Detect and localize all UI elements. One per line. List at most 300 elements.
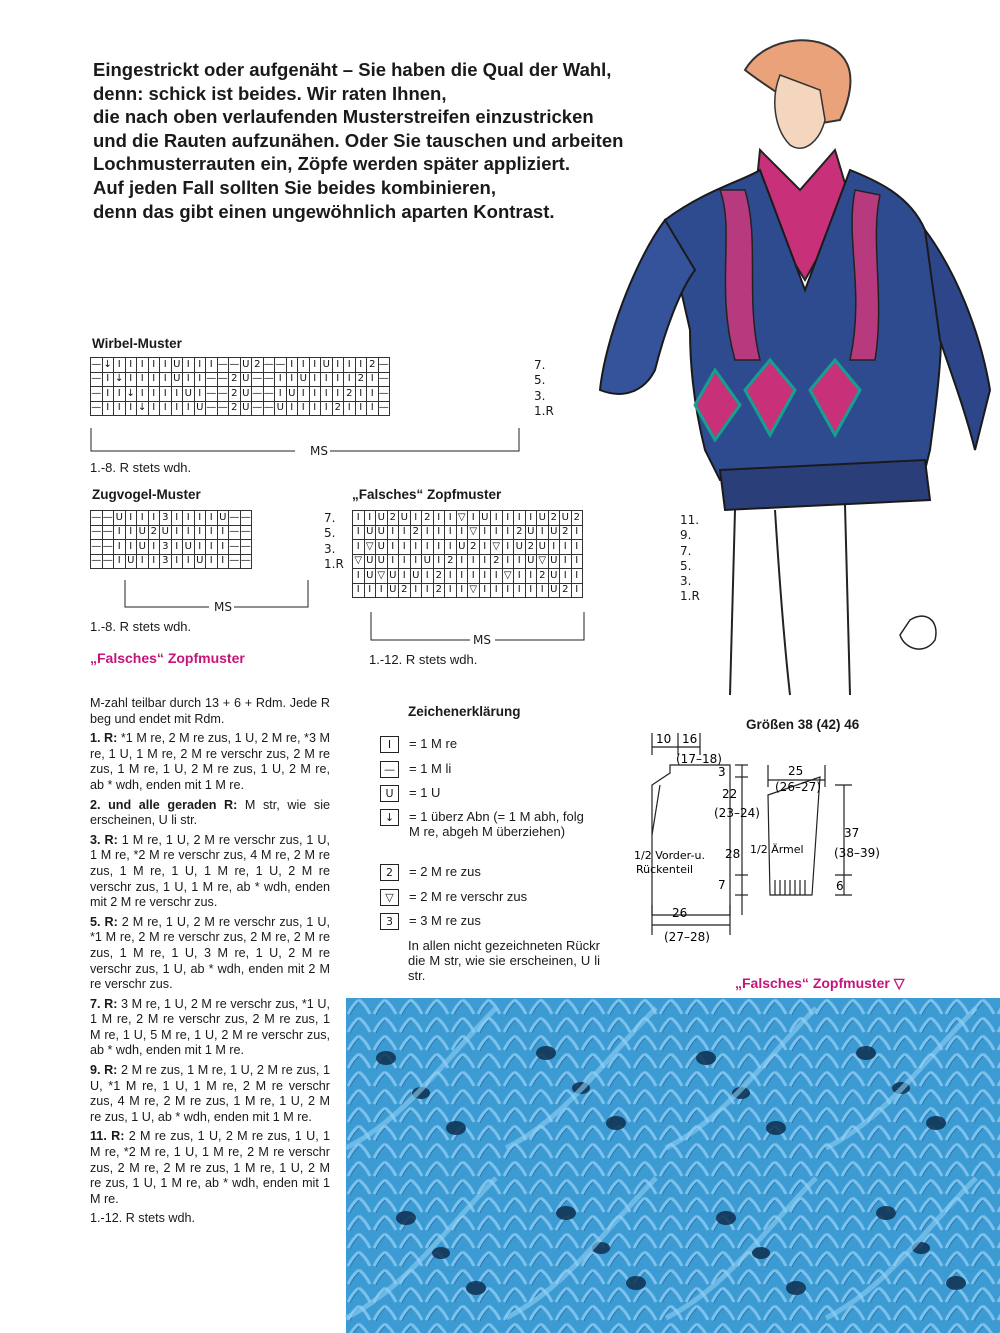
wirbel-cell: I xyxy=(332,387,344,402)
falsches-cell: I xyxy=(502,525,514,540)
wirbel-cell: I xyxy=(344,372,356,387)
falsches-cell: U xyxy=(376,540,388,555)
wirbel-cell: — xyxy=(206,387,218,402)
falsches-cell: I xyxy=(491,525,503,540)
zugvogel-cell: — xyxy=(91,525,103,540)
zugvogel-cell: I xyxy=(183,554,195,569)
zugvogel-cell: — xyxy=(102,525,114,540)
falsches-cell: U xyxy=(548,554,560,569)
falsches-cell: I xyxy=(525,569,537,584)
wirbel-cell: I xyxy=(309,387,321,402)
zugvogel-row xyxy=(91,511,252,526)
zugvogel-cell: — xyxy=(102,540,114,555)
falsches-row xyxy=(353,525,583,540)
wirbel-cell: I xyxy=(171,401,183,416)
wirbel-cell: I xyxy=(102,387,114,402)
falsches-cell: U xyxy=(422,554,434,569)
svg-text:7: 7 xyxy=(718,878,726,892)
svg-text:25: 25 xyxy=(788,764,804,778)
wirbel-cell: U xyxy=(171,358,183,373)
wirbel-row xyxy=(91,358,390,373)
falsches-row xyxy=(353,583,583,598)
falsches-cell: 2 xyxy=(468,540,480,555)
wirbel-cell: I xyxy=(125,372,137,387)
falsches-cell: I xyxy=(422,583,434,598)
wirbel-cell: 2 xyxy=(332,401,344,416)
wirbel-cell: I xyxy=(125,358,137,373)
falsches-cell: I xyxy=(468,511,480,526)
knit-symbol-icon: I xyxy=(380,736,399,753)
falsches-cell: 2 xyxy=(560,583,572,598)
instruction-row-3: 3. R: 1 M re, 1 U, 2 M re verschr zus, 1 U, 1 M re, *2 M re verschr zus, 4 M re, 2 M re zus, 1 M re, 1 U, 1 M re, 1 U, 2 M re verschr zus, 1 U, 1 M re, ab * wdh, enden mit 2 M re verschr zus. xyxy=(90,832,331,910)
zugvogel-cell: — xyxy=(91,511,103,526)
falsches-cell: U xyxy=(537,540,549,555)
zugvogel-cell: — xyxy=(229,540,241,555)
falsches-cell: 2 xyxy=(571,511,583,526)
legend xyxy=(380,704,600,994)
wirbel-cell: ↓ xyxy=(137,401,149,416)
zugvogel-cell: — xyxy=(229,511,241,526)
wirbel-cell: ↓ xyxy=(125,387,137,402)
falsches-cell: I xyxy=(491,511,503,526)
falsches-cell: I xyxy=(410,583,422,598)
falsches-cell: I xyxy=(422,525,434,540)
wirbel-cell: I xyxy=(137,372,149,387)
falsches-row xyxy=(353,511,583,526)
falsches-cell: I xyxy=(445,525,457,540)
wirbel-cell: I xyxy=(171,387,183,402)
instruction-row-5: 5. R: 2 M re, 1 U, 2 M re verschr zus, 1 U, *1 M re, 2 M re verschr zus, 2 M re, 2 M re zus, 1 M re, 1 U, 3 M re, 1 U, 2 M re verschr zus, 1 U, ab * wdh, enden mit 2 M re verschr zus. xyxy=(90,914,331,992)
falsches-cell: I xyxy=(433,525,445,540)
falsches-cell: I xyxy=(514,511,526,526)
wirbel-cell: I xyxy=(160,401,172,416)
zugvogel-cell: — xyxy=(240,554,252,569)
intro-text: Eingestrickt oder aufgenäht – Sie haben die Qual der Wahl, denn: schick ist beides. Wir raten Ihnen, die nach oben verlaufenden Musterstreifen einzustricken und die Rauten aufzunähen. Oder Sie tauschen und arbeiten Lochmusterrauten ein, Zöpfe werden später appliziert. Auf jeden Fall sollten Sie beides kombinieren, denn das gibt einen ungewöhnlich aparten Kontrast. xyxy=(93,59,624,222)
svg-text:(17–18): (17–18) xyxy=(676,752,722,766)
falsches-cell: I xyxy=(353,540,365,555)
falsches-cell: I xyxy=(410,554,422,569)
zugvogel-row xyxy=(91,525,252,540)
wirbel-cell: — xyxy=(229,358,241,373)
wirbel-cell: I xyxy=(309,401,321,416)
falsches-cell: U xyxy=(548,583,560,598)
zugvogel-cell: I xyxy=(125,525,137,540)
svg-text:(38–39): (38–39) xyxy=(834,846,880,860)
zugvogel-cell: I xyxy=(171,511,183,526)
falsches-cell: I xyxy=(479,569,491,584)
wirbel-cell: U xyxy=(171,372,183,387)
svg-text:(27–28): (27–28) xyxy=(664,930,710,944)
wirbel-cell: — xyxy=(378,372,390,387)
sizes-title: Größen 38 (42) 46 xyxy=(746,717,860,732)
falsches-cell: ▽ xyxy=(537,554,549,569)
zugvogel-cell: 3 xyxy=(160,540,172,555)
falsches-cell: I xyxy=(468,569,480,584)
wirbel-row-labels: 7. 5. 3. 1.R xyxy=(534,358,554,418)
wirbel-cell: I xyxy=(114,401,126,416)
falsches-cell: I xyxy=(491,583,503,598)
svg-text:Rückenteil: Rückenteil xyxy=(636,863,694,876)
wirbel-cell: — xyxy=(91,401,103,416)
wirbel-cell: 2 xyxy=(229,387,241,402)
falsches-cell: I xyxy=(571,540,583,555)
wirbel-cell: U xyxy=(286,387,298,402)
zugvogel-cell: U xyxy=(183,540,195,555)
zugvogel-row-labels: 7. 5. 3. 1.R xyxy=(324,511,344,571)
wirbel-ms-label: MS xyxy=(310,444,328,458)
wirbel-cell: U xyxy=(194,401,206,416)
falsches-cell: I xyxy=(445,583,457,598)
zugvogel-cell: I xyxy=(217,525,229,540)
wirbel-cell: — xyxy=(263,401,275,416)
falsches-cell: 2 xyxy=(491,554,503,569)
falsches-cell: I xyxy=(456,569,468,584)
falsches-cell: 2 xyxy=(387,511,399,526)
wirbel-cell: U xyxy=(240,372,252,387)
falsches-cell: I xyxy=(514,569,526,584)
legend-item: 3 = 3 M re zus xyxy=(380,913,481,930)
falsches-heading: „Falsches“ Zopfmuster xyxy=(90,650,245,666)
wirbel-cell: — xyxy=(217,401,229,416)
wirbel-cell: I xyxy=(114,358,126,373)
svg-text:(23–24): (23–24) xyxy=(714,806,760,820)
k2tog-symbol-icon: 2 xyxy=(380,864,399,881)
falsches-cell: U xyxy=(376,554,388,569)
wirbel-cell: — xyxy=(263,358,275,373)
wirbel-cell: I xyxy=(355,401,367,416)
falsches-cell: I xyxy=(456,554,468,569)
falsches-cell: I xyxy=(445,511,457,526)
wirbel-cell: ↓ xyxy=(102,358,114,373)
zugvogel-cell: I xyxy=(148,511,160,526)
instruction-row-2: 2. und alle geraden R: M str, wie sie erscheinen, U li str. xyxy=(90,797,330,828)
falsches-cell: I xyxy=(456,583,468,598)
falsches-cell: I xyxy=(353,569,365,584)
falsches-cell: 2 xyxy=(525,540,537,555)
falsches-cell: I xyxy=(353,525,365,540)
wirbel-cell: I xyxy=(309,358,321,373)
falsches-repeat-note: 1.-12. R stets wdh. xyxy=(369,652,478,667)
falsches-cell: I xyxy=(560,540,572,555)
wirbel-cell: — xyxy=(91,387,103,402)
wirbel-cell: U xyxy=(240,358,252,373)
zugvogel-cell: — xyxy=(229,554,241,569)
zugvogel-cell: I xyxy=(206,511,218,526)
wirbel-cell: I xyxy=(367,401,379,416)
zugvogel-cell: I xyxy=(194,525,206,540)
falsches-cell: I xyxy=(387,540,399,555)
instruction-row-1: 1. R: *1 M re, 2 M re zus, 1 U, 2 M re, *3 M re, 1 U, 1 M re, 2 M re verschr zus, 2 M re zus, 1 M re, 1 U, 2 M re zus, 1 U, 2 M re, ab * wdh, enden mit 1 M re. xyxy=(90,731,330,792)
legend-item: ▽ = 2 M re verschr zus xyxy=(380,889,527,906)
svg-text:26: 26 xyxy=(672,906,688,920)
falsches-cell: I xyxy=(410,511,422,526)
falsches-cell: ▽ xyxy=(502,569,514,584)
falsches-cell: ▽ xyxy=(456,511,468,526)
wirbel-cell: I xyxy=(298,358,310,373)
falsches-cell: 2 xyxy=(410,525,422,540)
wirbel-cell: I xyxy=(344,401,356,416)
falsches-cell: I xyxy=(502,511,514,526)
legend-item: I = 1 M re xyxy=(380,736,457,753)
instructions xyxy=(90,696,330,1231)
wirbel-cell: I xyxy=(367,387,379,402)
svg-text:(26–27): (26–27) xyxy=(775,780,821,794)
wirbel-ms-bracket xyxy=(90,428,520,458)
zugvogel-cell: U xyxy=(194,554,206,569)
svg-text:28: 28 xyxy=(725,847,741,861)
wirbel-cell: I xyxy=(355,387,367,402)
wirbel-cell: I xyxy=(355,358,367,373)
zugvogel-cell: I xyxy=(125,540,137,555)
wirbel-cell: I xyxy=(286,372,298,387)
zugvogel-cell: I xyxy=(171,525,183,540)
wirbel-cell: — xyxy=(217,358,229,373)
zugvogel-chart xyxy=(90,510,252,569)
falsches-cell: ▽ xyxy=(468,583,480,598)
svg-text:22: 22 xyxy=(722,787,738,801)
photo-caption: „Falsches“ Zopfmuster ▽ xyxy=(735,975,905,991)
sweater-illustration xyxy=(595,30,1000,695)
falsches-cell: I xyxy=(537,525,549,540)
legend-item: — = 1 M li xyxy=(380,761,451,778)
falsches-cell: I xyxy=(353,511,365,526)
falsches-cell: U xyxy=(537,511,549,526)
falsches-cell: U xyxy=(364,554,376,569)
wirbel-cell: I xyxy=(160,358,172,373)
wirbel-cell: I xyxy=(367,372,379,387)
zugvogel-cell: 3 xyxy=(160,554,172,569)
wirbel-cell: 2 xyxy=(229,372,241,387)
falsches-cell: I xyxy=(445,569,457,584)
zugvogel-row xyxy=(91,540,252,555)
falsches-cell: I xyxy=(479,583,491,598)
falsches-cell: 2 xyxy=(514,525,526,540)
falsches-cell: 2 xyxy=(422,511,434,526)
wirbel-cell: I xyxy=(148,401,160,416)
instruction-row-9: 9. R: 2 M re zus, 1 M re, 1 U, 2 M re zus, 1 U, *1 M re, 1 U, 1 M re, 2 M re verschr zus, 4 M re, 2 M re zus, 1 M re, 1 U, 2 M re zus, 1 U, ab * wdh, enden mit 1 M re. xyxy=(90,1063,331,1124)
zugvogel-cell: U xyxy=(160,525,172,540)
wirbel-cell: I xyxy=(148,387,160,402)
svg-text:10: 10 xyxy=(656,732,672,746)
falsches-cell: I xyxy=(387,525,399,540)
zugvogel-cell: I xyxy=(171,554,183,569)
zugvogel-cell: U xyxy=(137,525,149,540)
wirbel-cell: ↓ xyxy=(114,372,126,387)
wirbel-cell: I xyxy=(102,372,114,387)
falsches-cell: I xyxy=(479,540,491,555)
falsches-cell: I xyxy=(468,554,480,569)
zugvogel-cell: U xyxy=(125,554,137,569)
falsches-cell: I xyxy=(548,540,560,555)
wirbel-cell: 2 xyxy=(367,358,379,373)
zugvogel-cell: — xyxy=(240,525,252,540)
svg-text:1/2 Ärmel: 1/2 Ärmel xyxy=(750,843,804,856)
zugvogel-cell: 2 xyxy=(148,525,160,540)
falsches-row-labels: 11. 9. 7. 5. 3. 1.R xyxy=(680,513,700,604)
falsches-title: „Falsches“ Zopfmuster xyxy=(352,487,502,502)
instruction-row-7: 7. R: 3 M re, 1 U, 2 M re verschr zus, *1 U, 1 M re, 2 M re verschr zus, 2 M re zus, 1 M re, 1 U, 5 M re, 1 U, 2 M re verschr zus, ab * wdh, enden mit 1 M re. xyxy=(90,996,331,1058)
falsches-cell: U xyxy=(456,540,468,555)
falsches-row xyxy=(353,554,583,569)
zugvogel-cell: 3 xyxy=(160,511,172,526)
wirbel-chart xyxy=(90,357,390,416)
falsches-cell: U xyxy=(525,554,537,569)
falsches-cell: ▽ xyxy=(468,525,480,540)
wirbel-cell: I xyxy=(194,387,206,402)
wirbel-cell: I xyxy=(275,387,287,402)
falsches-cell: I xyxy=(433,540,445,555)
zugvogel-cell: I xyxy=(206,554,218,569)
falsches-cell: I xyxy=(433,554,445,569)
falsches-cell: I xyxy=(571,569,583,584)
falsches-cell: U xyxy=(548,569,560,584)
falsches-cell: I xyxy=(537,583,549,598)
wirbel-cell: U xyxy=(183,387,195,402)
wirbel-cell: — xyxy=(378,358,390,373)
wirbel-cell: I xyxy=(298,387,310,402)
wirbel-cell: I xyxy=(125,401,137,416)
zugvogel-cell: — xyxy=(102,554,114,569)
wirbel-cell: 2 xyxy=(229,401,241,416)
instruction-intro: M-zahl teilbar durch 13 + 6 + Rdm. Jede R beg und endet mit Rdm. xyxy=(90,696,330,726)
zugvogel-cell: U xyxy=(137,540,149,555)
legend-title: Zeichenerklärung xyxy=(408,704,521,719)
falsches-cell: I xyxy=(399,569,411,584)
falsches-cell: I xyxy=(502,583,514,598)
falsches-cell: I xyxy=(479,554,491,569)
falsches-cell: U xyxy=(387,569,399,584)
svg-text:6: 6 xyxy=(836,879,844,893)
legend-item: U = 1 U xyxy=(380,785,440,802)
wirbel-cell: I xyxy=(102,401,114,416)
zugvogel-cell: — xyxy=(240,511,252,526)
falsches-cell: U xyxy=(410,569,422,584)
zugvogel-cell: I xyxy=(206,540,218,555)
falsches-cell: U xyxy=(479,511,491,526)
wirbel-cell: I xyxy=(321,372,333,387)
falsches-cell: ▽ xyxy=(376,569,388,584)
zugvogel-cell: I xyxy=(183,525,195,540)
wirbel-cell: I xyxy=(298,401,310,416)
wirbel-cell: 2 xyxy=(252,358,264,373)
falsches-cell: I xyxy=(502,540,514,555)
wirbel-cell: — xyxy=(206,372,218,387)
falsches-cell: U xyxy=(364,525,376,540)
falsches-cell: I xyxy=(560,554,572,569)
wirbel-cell: I xyxy=(332,372,344,387)
falsches-cell: I xyxy=(364,583,376,598)
zugvogel-cell: I xyxy=(194,540,206,555)
falsches-cell: I xyxy=(353,583,365,598)
zugvogel-cell: I xyxy=(217,554,229,569)
falsches-ms-label: MS xyxy=(473,633,491,647)
wirbel-cell: — xyxy=(263,372,275,387)
falsches-cell: ▽ xyxy=(491,540,503,555)
svg-text:1/2 Vorder-u.: 1/2 Vorder-u. xyxy=(634,849,705,862)
zugvogel-cell: U xyxy=(114,511,126,526)
wirbel-cell: — xyxy=(206,401,218,416)
size-diagram xyxy=(630,725,880,950)
falsches-cell: I xyxy=(525,583,537,598)
falsches-cell: ▽ xyxy=(353,554,365,569)
falsches-cell: I xyxy=(399,540,411,555)
wirbel-title: Wirbel-Muster xyxy=(92,336,182,351)
zugvogel-cell: I xyxy=(171,540,183,555)
wirbel-cell: I xyxy=(344,358,356,373)
wirbel-cell: U xyxy=(298,372,310,387)
falsches-cell: 2 xyxy=(560,525,572,540)
svg-text:16: 16 xyxy=(682,732,698,746)
wirbel-cell: — xyxy=(378,401,390,416)
falsches-chart xyxy=(352,510,583,598)
wirbel-cell: I xyxy=(194,358,206,373)
wirbel-cell: — xyxy=(263,387,275,402)
wirbel-cell: I xyxy=(309,372,321,387)
falsches-row xyxy=(353,540,583,555)
falsches-cell: U xyxy=(376,525,388,540)
wirbel-cell: — xyxy=(91,372,103,387)
svg-text:3: 3 xyxy=(718,765,726,779)
falsches-cell: I xyxy=(571,554,583,569)
wirbel-cell: I xyxy=(321,401,333,416)
wirbel-cell: U xyxy=(321,358,333,373)
svg-text:37: 37 xyxy=(844,826,860,840)
falsches-cell: U xyxy=(376,511,388,526)
falsches-cell: I xyxy=(491,569,503,584)
legend-item: ↓ = 1 überz Abn (= 1 M abh, folg M re, abgeh M überziehen) xyxy=(380,809,595,839)
falsches-cell: 2 xyxy=(537,569,549,584)
falsches-cell: U xyxy=(514,540,526,555)
falsches-cell: I xyxy=(514,554,526,569)
zugvogel-cell: I xyxy=(114,540,126,555)
falsches-cell: I xyxy=(514,583,526,598)
zugvogel-cell: U xyxy=(217,511,229,526)
instruction-row-11: 11. R: 2 M re zus, 1 U, 2 M re zus, 1 U, 1 M re, *2 M re, 1 U, 1 M re, 2 M re verschr zus, 2 M re, 2 M re zus, 1 M re, 1 U, 2 M re zus, 1 U, 1 M re, ab * wdh, enden mit 1 M re. xyxy=(90,1129,330,1206)
wirbel-cell: I xyxy=(194,372,206,387)
zugvogel-cell: I xyxy=(137,511,149,526)
falsches-cell: 2 xyxy=(433,569,445,584)
falsches-cell: I xyxy=(399,554,411,569)
wirbel-cell: I xyxy=(160,372,172,387)
wirbel-cell: — xyxy=(217,372,229,387)
zugvogel-ms-label: MS xyxy=(214,600,232,614)
falsches-cell: 2 xyxy=(399,583,411,598)
falsches-cell: 2 xyxy=(433,583,445,598)
wirbel-cell: 2 xyxy=(355,372,367,387)
wirbel-cell: — xyxy=(378,387,390,402)
wirbel-cell: I xyxy=(160,387,172,402)
falsches-cell: I xyxy=(410,540,422,555)
knit-lace-photo xyxy=(346,998,1000,1333)
zugvogel-cell: I xyxy=(137,554,149,569)
wirbel-row xyxy=(91,387,390,402)
falsches-cell: I xyxy=(387,554,399,569)
falsches-cell: I xyxy=(364,511,376,526)
zugvogel-cell: — xyxy=(102,511,114,526)
falsches-cell: I xyxy=(571,583,583,598)
zugvogel-cell: — xyxy=(240,540,252,555)
zugvogel-cell: — xyxy=(229,525,241,540)
wirbel-row xyxy=(91,401,390,416)
zugvogel-cell: I xyxy=(148,540,160,555)
wirbel-cell: — xyxy=(252,372,264,387)
falsches-cell: I xyxy=(502,554,514,569)
falsches-cell: U xyxy=(548,525,560,540)
yarn-over-symbol-icon: U xyxy=(380,785,399,802)
falsches-cell: I xyxy=(445,540,457,555)
falsches-cell: 2 xyxy=(548,511,560,526)
zugvogel-cell: I xyxy=(114,554,126,569)
